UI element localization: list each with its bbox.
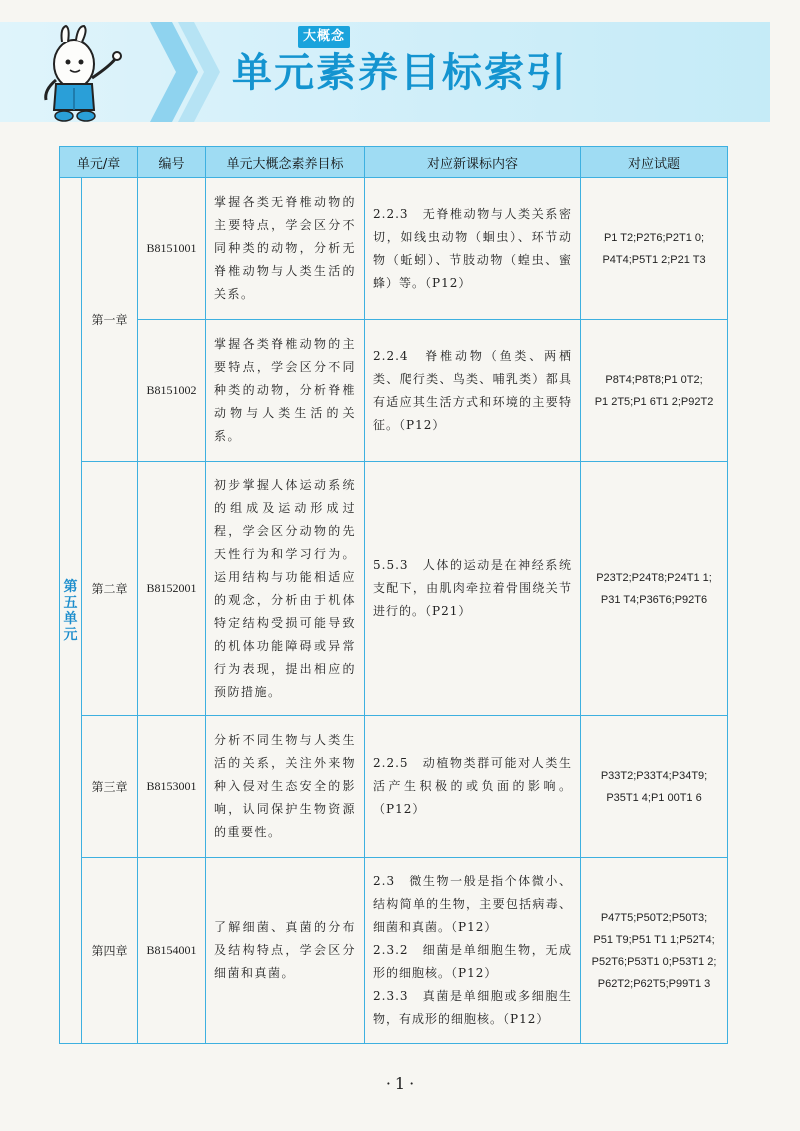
- col-header-questions: 对应试题: [581, 147, 728, 178]
- code-cell: B8151002: [138, 320, 206, 462]
- question-line: P8T4;P8T8;P1 0T2;: [605, 373, 703, 386]
- table-row: [60, 858, 728, 1044]
- table-header-row: [60, 147, 728, 178]
- standard-item: 2.3.3 真菌是单细胞或多细胞生物，有成形的细胞核。（P12）: [373, 989, 573, 1026]
- question-line: P1 2T5;P1 6T1 2;P92T2: [594, 395, 714, 408]
- goal-cell: 分析不同生物与人类生活的关系，关注外来物种入侵对生态安全的影响，认同保护生物资源的重要性。: [206, 716, 365, 858]
- question-line: P1 T2;P2T6;P2T1 0;: [603, 231, 705, 244]
- question-line: P62T2;P62T5;P99T1 3: [597, 977, 711, 990]
- code-cell: B8153001: [138, 716, 206, 858]
- standard-cell: [365, 178, 581, 320]
- code-cell: B8151001: [138, 178, 206, 320]
- chapter-cell: 第二章: [82, 462, 138, 716]
- page-header: [0, 0, 800, 130]
- goal-cell: 了解细菌、真菌的分布及结构特点，学会区分细菌和真菌。: [206, 858, 365, 1044]
- question-line: P47T5;P50T2;P50T3;: [600, 911, 708, 924]
- col-header-goal: 单元大概念素养目标: [206, 147, 365, 178]
- questions-cell: [581, 716, 728, 858]
- standard-item: 5.5.3 人体的运动是在神经系统支配下，由肌肉牵拉着骨围绕关节进行的。（P21）: [373, 558, 573, 618]
- goal-cell: 初步掌握人体运动系统的组成及运动形成过程，学会区分动物的先天性行为和学习行为。运用结构与功能相适应的观念，分析由于机体特定结构受损可能导致的机体功能障碍或异常行为表现，提出相应的预防措施。: [206, 462, 365, 716]
- chapter-cell: 第三章: [82, 716, 138, 858]
- unit-label: 第五单元: [63, 578, 78, 643]
- chevron-icon: [150, 22, 230, 122]
- code-cell: B8152001: [138, 462, 206, 716]
- question-line: P31 T4;P36T6;P92T6: [600, 593, 708, 606]
- goal-cell: 掌握各类脊椎动物的主要特点，学会区分不同种类的动物，分析脊椎动物与人类生活的关系。: [206, 320, 365, 462]
- table-row: [60, 320, 728, 462]
- page-title: 单元素养目标索引: [232, 50, 568, 96]
- col-header-unit: 单元/章: [60, 147, 138, 178]
- standard-item: 2.2.3 无脊椎动物与人类关系密切，如线虫动物（蛔虫）、环节动物（蚯蚓）、节肢动物（蝗虫、蜜蜂）等。（P12）: [373, 206, 573, 290]
- index-table: [59, 146, 728, 1044]
- col-header-code: 编号: [138, 147, 206, 178]
- question-line: P51 T9;P51 T1 1;P52T4;: [593, 933, 715, 946]
- code-cell: B8154001: [138, 858, 206, 1044]
- question-line: P35T1 4;P1 00T1 6: [606, 791, 702, 804]
- questions-cell: [581, 178, 728, 320]
- standard-cell: [365, 858, 581, 1044]
- chapter-cell: 第四章: [82, 858, 138, 1044]
- page-number-value: 1: [394, 1074, 406, 1093]
- questions-cell: [581, 462, 728, 716]
- page-number: · 1 ·: [385, 1074, 415, 1093]
- table-row: [60, 716, 728, 858]
- questions-cell: [581, 858, 728, 1044]
- big-concept-badge: 大概念: [298, 26, 350, 48]
- standard-item: 2.3 微生物一般是指个体微小、结构简单的生物，主要包括病毒、细菌和真菌。（P12）: [373, 874, 573, 934]
- questions-cell: [581, 320, 728, 462]
- table-row: [60, 178, 728, 320]
- col-header-standard: 对应新课标内容: [365, 147, 581, 178]
- question-line: P33T2;P33T4;P34T9;: [600, 769, 708, 782]
- standard-item: 2.3.2 细菌是单细胞生物，无成形的细胞核。（P12）: [373, 943, 573, 980]
- standard-item: 2.2.5 动植物类群可能对人类生活产生积极的或负面的影响。（P12）: [373, 756, 573, 816]
- unit-cell: [60, 178, 82, 1044]
- standard-cell: [365, 320, 581, 462]
- goal-cell: 掌握各类无脊椎动物的主要特点，学会区分不同种类的动物，分析无脊椎动物与人类生活的关系。: [206, 178, 365, 320]
- question-line: P52T6;P53T1 0;P53T1 2;: [591, 955, 717, 968]
- question-line: P23T2;P24T8;P24T1 1;: [596, 571, 712, 584]
- standard-cell: [365, 462, 581, 716]
- standard-item: 2.2.4 脊椎动物（鱼类、两栖类、爬行类、鸟类、哺乳类）都具有适应其生活方式和环境的主要特征。（P12）: [373, 348, 573, 432]
- chapter-cell: 第一章: [82, 178, 138, 462]
- table-row: [60, 462, 728, 716]
- question-line: P4T4;P5T1 2;P21 T3: [602, 253, 706, 266]
- standard-cell: [365, 716, 581, 858]
- mascot-icon: [26, 18, 136, 124]
